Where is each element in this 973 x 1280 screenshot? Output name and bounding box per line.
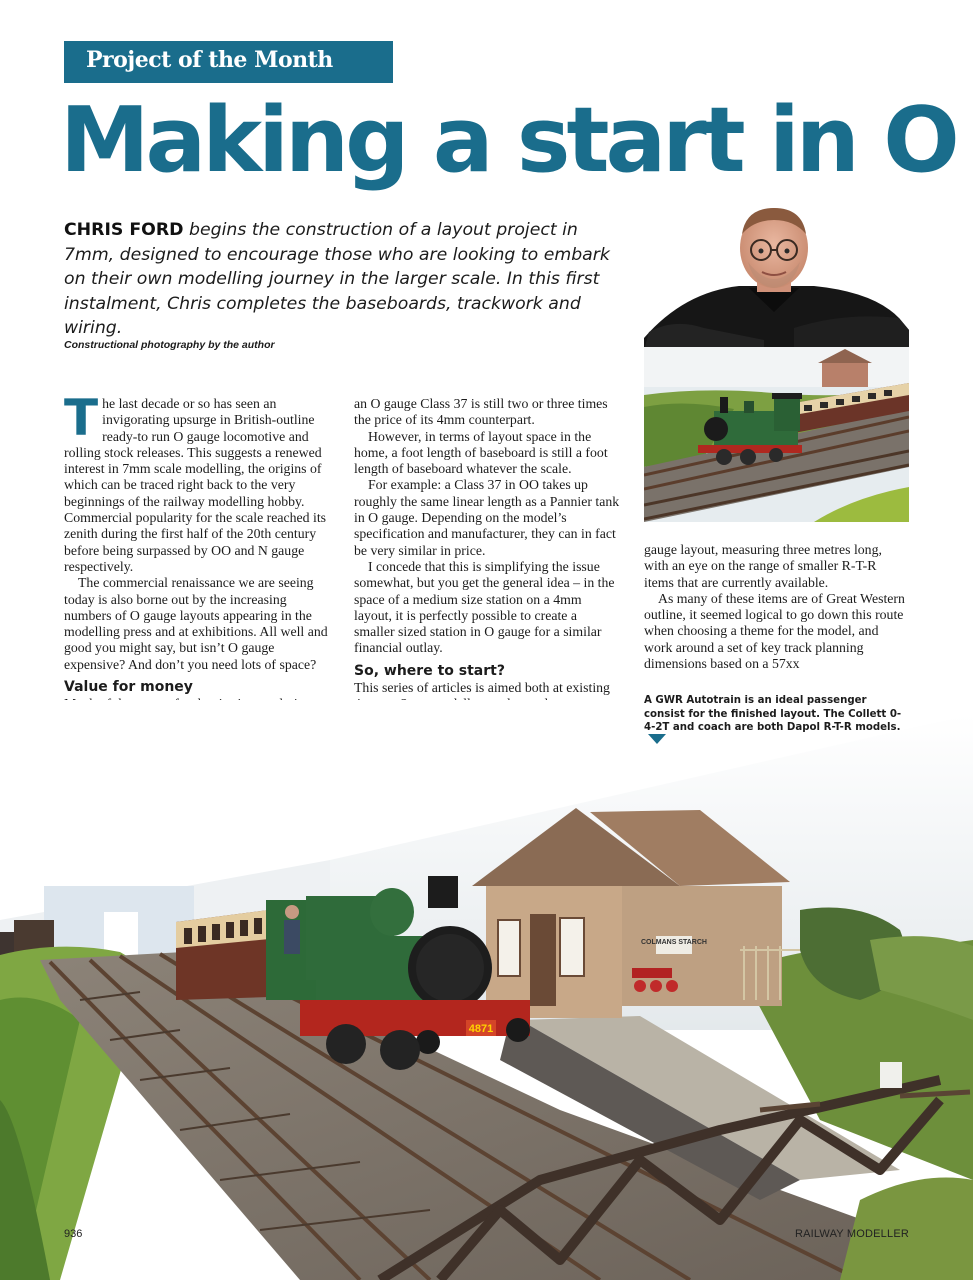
autotrain-photo bbox=[644, 347, 909, 522]
magazine-name: RAILWAY MODELLER bbox=[794, 1228, 909, 1240]
loco-number-text: 4871 bbox=[468, 1023, 494, 1035]
photo-caption: A GWR Autotrain is an ideal passenger consist for the finished layout. The Collett 0-4-2T and coach are both Dapol R-T-R models. bbox=[644, 695, 902, 733]
drop-cap: T bbox=[64, 389, 99, 447]
author-portrait-photo bbox=[644, 200, 909, 350]
subheading: Value for money bbox=[64, 679, 193, 696]
paragraph: For example: a Class 37 in OO takes up roughly the same linear length as a Pannier tank in O gauge. Depending on the model’s specification and manufacturer, they can in fact be very similar in price. bbox=[354, 477, 620, 558]
article-headline: Making a start in O bbox=[60, 88, 956, 193]
author-name: CHRIS FORD bbox=[64, 220, 184, 240]
paragraph: The commercial renaissance we are seeing today is also borne out by the increasing numbers of O gauge layouts appearing in the modelling press and at exhibitions. All well and good you might say, but isn’t O gauge expensive? And don’t you need lots of space? bbox=[64, 575, 328, 672]
section-label: Project of the Month bbox=[86, 47, 333, 73]
photo-credit: Constructional photography by the author bbox=[64, 339, 275, 351]
paragraph: This series of articles is aimed both at existing bbox=[354, 679, 610, 695]
body-column-3 bbox=[644, 542, 906, 672]
shed-sign-text: COLMANS STARCH bbox=[641, 939, 707, 946]
page-number: 936 bbox=[64, 1228, 83, 1240]
paragraph: However, in terms of layout space in the home, a foot length of baseboard is still a foot length of baseboard whatever the scale. bbox=[354, 428, 608, 477]
layout-main-photo bbox=[0, 700, 973, 1280]
paragraph: an O gauge Class 37 is still two or three times the price of its 4mm counterpart. bbox=[354, 396, 608, 428]
subheading: So, where to start? bbox=[354, 662, 505, 679]
section-banner bbox=[64, 41, 393, 83]
paragraph: As many of these items are of Great Western outline, it seemed logical to go down this route when choosing a theme for the model, and work around a set of key track planning dimensions based on a 57xx bbox=[644, 590, 905, 672]
paragraph: I concede that this is simplifying the issue somewhat, but you get the general idea – in the space of a medium size station on a 4mm layout, it is perfectly possible to create a smaller sized station in O gauge for a similar financial outlay. bbox=[354, 558, 615, 656]
caption-pointer-icon bbox=[648, 734, 666, 744]
paragraph: gauge layout, measuring three metres long, with an eye on the range of smaller R-T-R items that are currently available. bbox=[644, 542, 882, 590]
standfirst bbox=[64, 218, 624, 341]
paragraph: The last decade or so has seen an invigorating upsurge in British-outline ready-to run O gauge locomotive and rolling stock releases. This suggests a renewed interest in 7mm scale modelling, the origins of which can be traced right back to the very beginnings of the railway modelling hobby. Commercial popularity for the scale reached its zenith during the first half of the 20th century before being surpassed by OO and N gauge respectively. bbox=[64, 389, 327, 574]
standfirst-text: begins the construction of a layout project in 7mm, designed to encourage those who are looking to embark on their own modelling journey in the larger scale. In this first instalment, Chris completes the baseboards, trackwork and wiring. bbox=[64, 220, 610, 338]
